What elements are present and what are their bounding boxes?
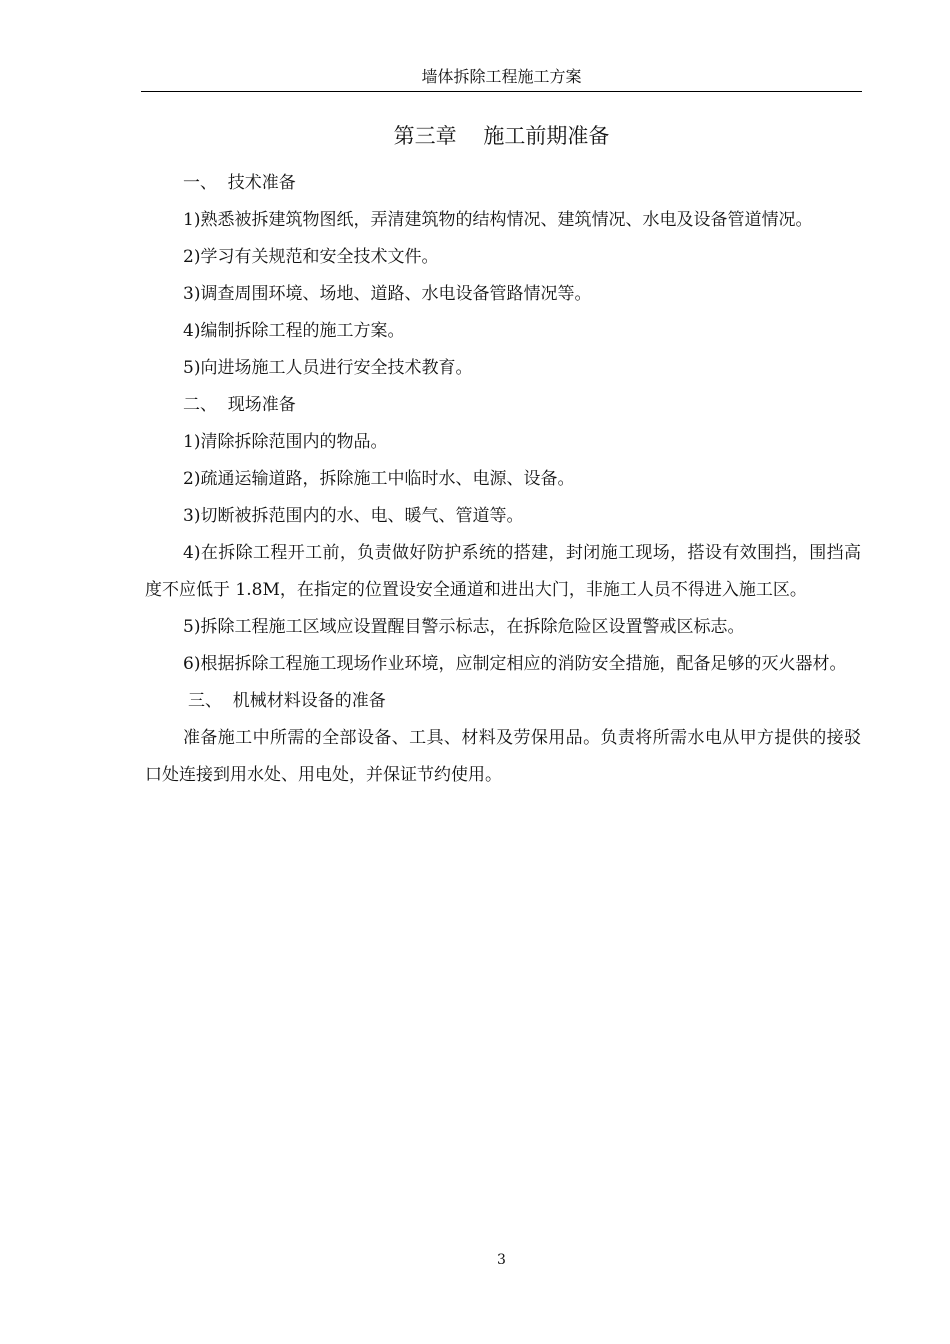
paragraph: 2)学习有关规范和安全技术文件。 (183, 247, 439, 267)
page-number: 3 (497, 1252, 506, 1268)
paragraph: 1)熟悉被拆建筑物图纸，弄清建筑物的结构情况、建筑情况、水电及设备管道情况。 (183, 210, 813, 230)
paragraph: 5)向进场施工人员进行安全技术教育。 (183, 358, 473, 378)
paragraph: 2)疏通运输道路，拆除施工中临时水、电源、设备。 (183, 469, 575, 489)
document-body (145, 165, 861, 794)
paragraph: 1)清除拆除范围内的物品。 (183, 432, 388, 452)
paragraph: 3)调查周围环境、场地、道路、水电设备管路情况等。 (183, 284, 592, 304)
paragraph: 准备施工中所需的全部设备、工具、材料及劳保用品。负责将所需水电从甲方提供的接驳口处连接到用水处、用电处，并保证节约使用。 (145, 728, 861, 785)
paragraph: 4)编制拆除工程的施工方案。 (183, 321, 405, 341)
section-heading-technical: 一、 技术准备 (183, 173, 296, 193)
header-rule (141, 91, 862, 92)
section-heading-site: 二、 现场准备 (183, 395, 296, 415)
chapter-title: 第三章 施工前期准备 (393, 124, 610, 148)
paragraph: 3)切断被拆范围内的水、电、暖气、管道等。 (183, 506, 524, 526)
paragraph: 4)在拆除工程开工前，负责做好防护系统的搭建，封闭施工现场，搭设有效围挡，围挡高度不应低于 1.8M，在指定的位置设安全通道和进出大门，非施工人员不得进入施工区。 (145, 543, 861, 600)
running-header: 墙体拆除工程施工方案 (421, 67, 582, 86)
paragraph: 5)拆除工程施工区域应设置醒目警示标志，在拆除危险区设置警戒区标志。 (183, 617, 745, 637)
section-heading-equipment: 三、 机械材料设备的准备 (188, 691, 386, 711)
paragraph: 6)根据拆除工程施工现场作业环境，应制定相应的消防安全措施，配备足够的灭火器材。 (183, 654, 847, 674)
